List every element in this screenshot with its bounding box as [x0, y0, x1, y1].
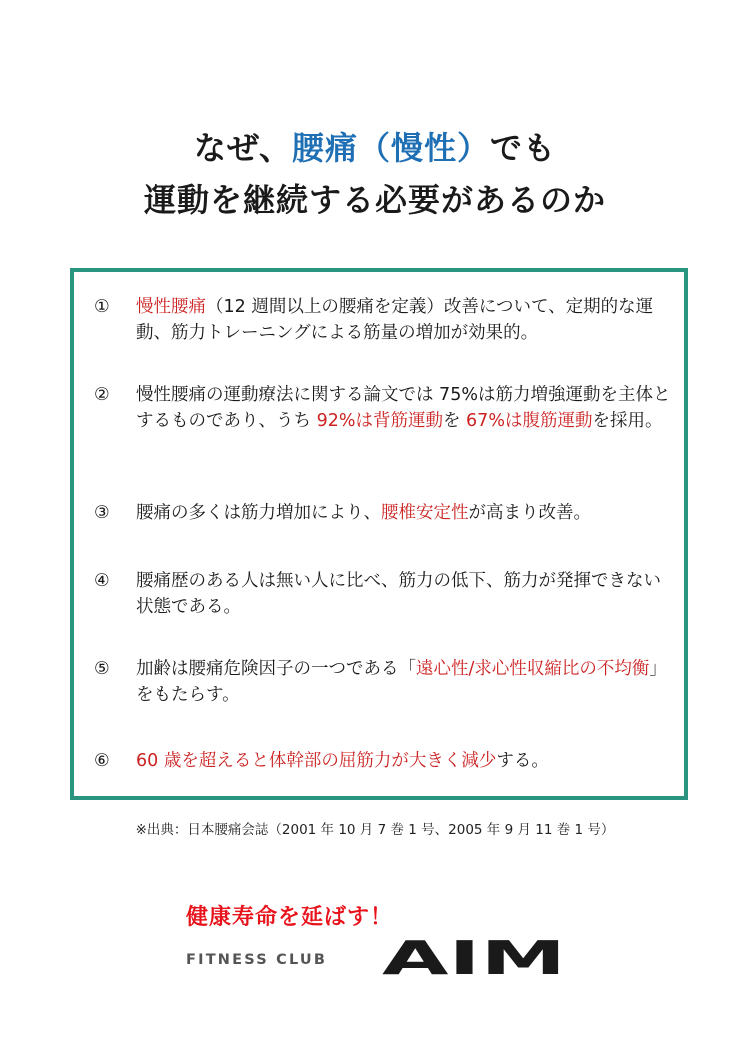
list-item	[94, 656, 674, 708]
item-number: ①	[94, 297, 110, 317]
item-number: ②	[94, 385, 110, 405]
title-prefix: なぜ、	[193, 129, 292, 167]
highlight-text: 慢性腰痛	[136, 297, 206, 317]
item-text	[136, 382, 674, 434]
slogan: 健康寿命を延ばす！	[186, 905, 394, 930]
item-number: ③	[94, 503, 110, 523]
body-text: を	[442, 411, 467, 431]
body-text: が高まり改善。	[468, 503, 591, 523]
body-text: 加齢は腰痛危険因子の一つである「	[136, 659, 416, 679]
list-item	[94, 568, 674, 620]
highlight-text: 67%は腹筋運動	[466, 411, 593, 431]
list-item	[94, 748, 674, 774]
list-item	[94, 382, 674, 434]
body-text: 腰痛歴のある人は無い人に比べ、筋力の低下、筋力が発揮できない状態である。	[136, 571, 661, 617]
item-text	[136, 500, 674, 526]
title-line-2: 運動を継続する必要があるのか	[143, 181, 606, 219]
title-suffix: でも	[490, 129, 557, 167]
item-text	[136, 294, 674, 346]
body-text: 腰痛の多くは筋力増加により、	[136, 503, 381, 523]
highlight-text: 92%は背筋運動	[316, 411, 443, 431]
item-number: ④	[94, 571, 110, 591]
body-text: を採用。	[592, 411, 663, 431]
highlight-text: 遠心性/求心性収縮比の不均衡	[416, 659, 650, 679]
item-number: ⑤	[94, 659, 110, 679]
list-item	[94, 500, 674, 526]
item-text	[136, 568, 674, 620]
aim-logo	[382, 940, 566, 976]
body-text: （12 週間以上の腰痛を定義）改善について、定期的な運動、筋力トレーニングによる筋量の増加が効果的。	[136, 297, 654, 343]
list-item	[94, 294, 674, 346]
item-text	[136, 656, 674, 708]
title-highlight: 腰痛（慢性）	[292, 129, 491, 167]
item-number: ⑥	[94, 751, 110, 771]
highlight-text: 60 歳を超えると体幹部の屈筋力が大きく減少	[136, 751, 497, 771]
title-line-1	[0, 122, 750, 174]
body-text: する。	[496, 751, 549, 771]
highlight-text: 腰椎安定性	[381, 503, 469, 523]
item-text	[136, 748, 674, 774]
body-text: 慢性腰痛の運動療法に関する論文では 75%は筋力増強運動を主体とするものであり、うち	[136, 385, 671, 431]
body-text: 」をもたらす。	[136, 659, 667, 705]
aim-logo-text: AIM	[382, 940, 566, 976]
page-title	[0, 122, 750, 226]
brand-logo	[186, 940, 566, 976]
brand-subtitle: FITNESS CLUB	[186, 952, 328, 968]
source-citation: ※出典：日本腰痛会誌（2001 年 10 月 7 巻 1 号、2005 年 9 月 11 巻 1 号）	[135, 822, 615, 838]
content-box	[70, 268, 688, 800]
